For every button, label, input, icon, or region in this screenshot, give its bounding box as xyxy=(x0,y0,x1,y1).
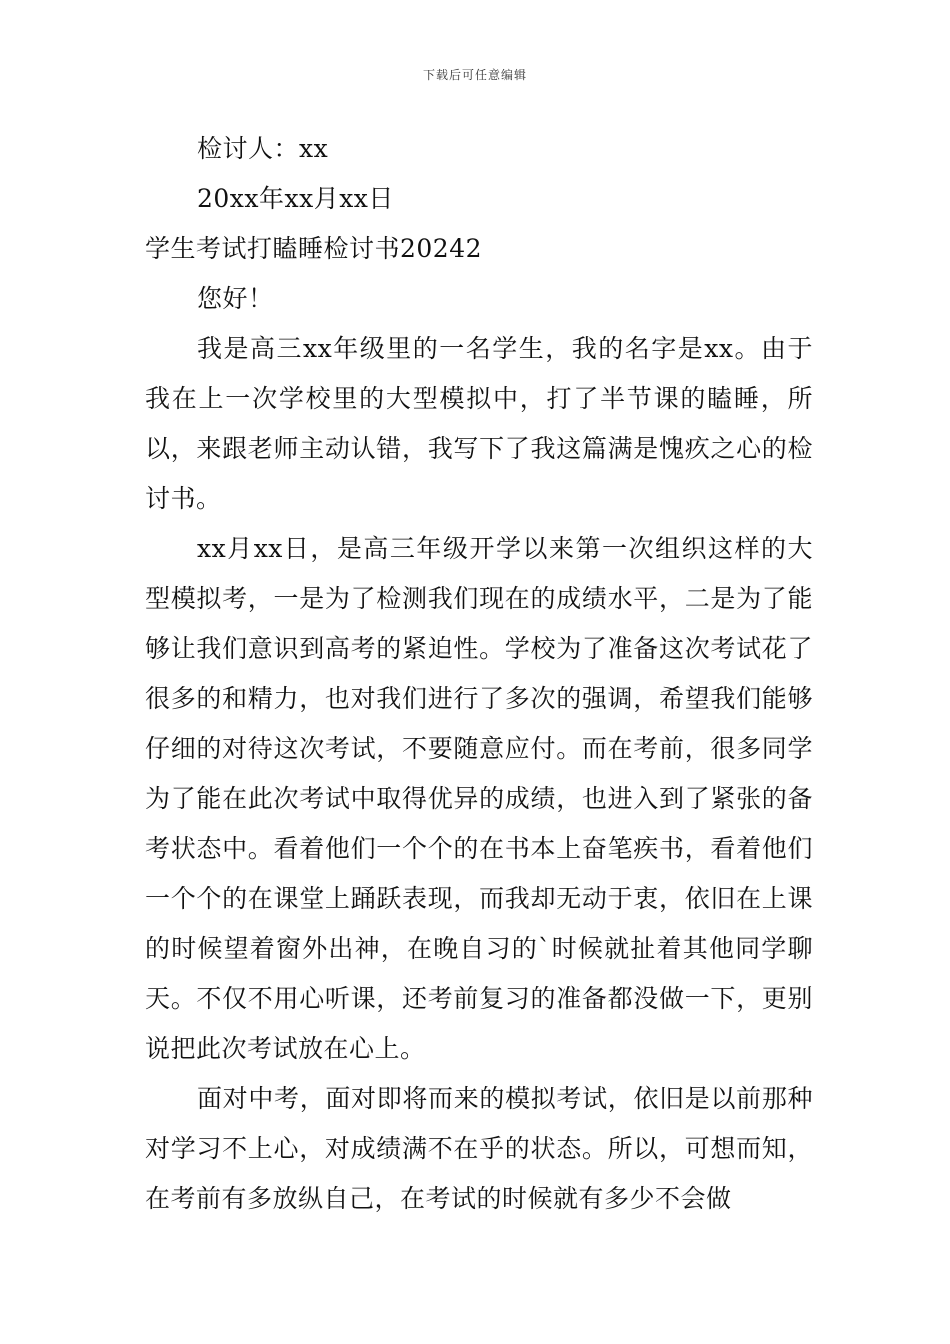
signature-date-line: 20xx年xx月xx日 xyxy=(197,184,394,213)
page-header-note: 下载后可任意编辑 xyxy=(422,68,527,82)
reviewer-signature-line: 检讨人：xx xyxy=(197,134,329,163)
paragraph-intro: 我是高三xx年级里的一名学生，我的名字是xx。由于我在上一次学校里的大型模拟中，打了半节课的瞌睡，所以，来跟老师主动认错，我写下了我这篇满是愧疚之心的检讨书。 xyxy=(145,334,813,513)
document-body xyxy=(145,124,813,1224)
salutation: 您好！ xyxy=(197,284,274,313)
paragraph-exam-background: xx月xx日，是高三年级开学以来第一次组织这样的大型模拟考，一是为了检测我们现在的成绩水平，二是为了能够让我们意识到高考的紧迫性。学校为了准备这次考试花了很多的和精力，也对我们进行了多次的强调，希望我们能够仔细的对待这次考试，不要随意应付。而在考前，很多同学为了能在此次考试中取得优异的成绩，也进入到了紧张的备考状态中。看着他们一个个的在书本上奋笔疾书，看着他们一个个的在课堂上踊跃表现，而我却无动于衷，依旧在上课的时候望着窗外出神，在晚自习的`时候就扯着其他同学聊天。不仅不用心听课，还考前复习的准备都没做一下，更别说把此次考试放在心上。 xyxy=(145,534,813,1063)
paragraph-attitude: 面对中考，面对即将而来的模拟考试，依旧是以前那种对学习不上心，对成绩满不在乎的状态。所以，可想而知，在考前有多放纵自己，在考试的时候就有多少不会做 xyxy=(145,1084,813,1213)
document-title: 学生考试打瞌睡检讨书20242 xyxy=(145,234,483,263)
